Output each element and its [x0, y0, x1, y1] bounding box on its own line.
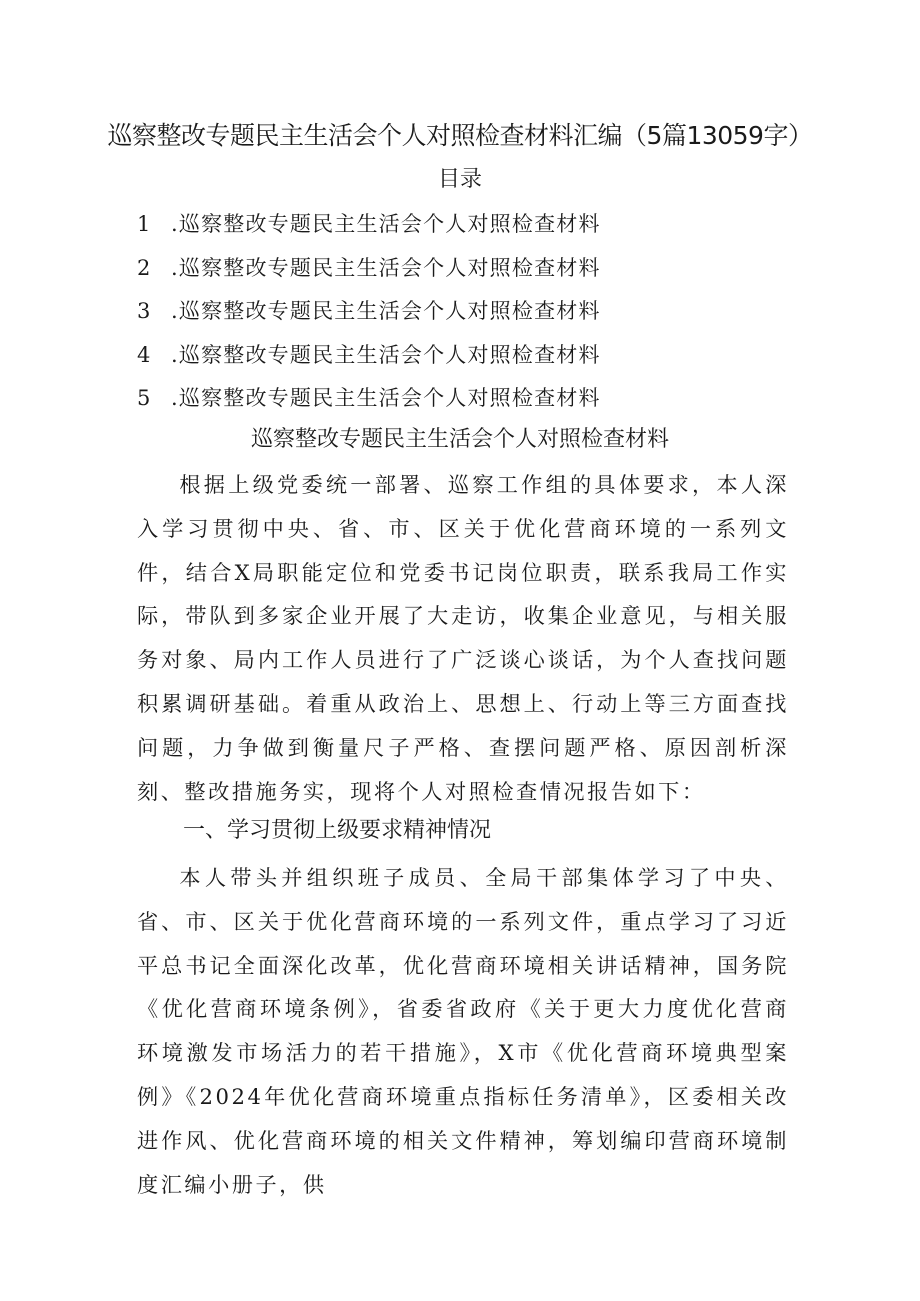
intro-paragraph: 根据上级党委统一部署、巡察工作组的具体要求，本人深入学习贯彻中央、省、市、区关于优化营商环境的一系列文件，结合X局职能定位和党委书记岗位职责，联系我局工作实际，带队到多家企业开展了大走访，收集企业意见，与相关服务对象、局内工作人员进行了广泛谈心谈话，为个人查找问题积累调研基础。着重从政治上、思想上、行动上等三方面查找问题，力争做到衡量尺子严格、查摆问题严格、原因剖析深刻、整改措施务实，现将个人对照检查情况报告如下： [137, 472, 789, 804]
toc-item-label: .巡察整改专题民主生活会个人对照检查材料 [171, 386, 601, 410]
toc-item[interactable] [137, 293, 837, 337]
toc-item[interactable] [137, 250, 837, 294]
toc-item-label: .巡察整改专题民主生活会个人对照检查材料 [171, 255, 601, 280]
heading-1: 一、学习贯彻上级要求精神情况 [183, 818, 492, 843]
toc-item-number: 5 [137, 386, 152, 410]
toc-item[interactable] [137, 380, 837, 424]
section-title: 巡察整改专题民主生活会个人对照检查材料 [250, 427, 669, 452]
toc-item[interactable] [137, 337, 837, 381]
table-of-contents [137, 206, 837, 424]
toc-item-number: 3 [137, 299, 152, 323]
toc-item-number: 1 [137, 212, 152, 236]
body-paragraph: 本人带头并组织班子成员、全局干部集体学习了中央、省、市、区关于优化营商环境的一系列文件，重点学习了习近平总书记全面深化改革，优化营商环境相关讲话精神，国务院《优化营商环境条例》，省委省政府《关于更大力度优化营商环境激发市场活力的若干措施》，X市《优化营商环境典型案例》《2024年优化营商环境重点指标任务清单》，区委相关改进作风、优化营商环境的相关文件精神，筹划编印营商环境制度汇编小册子，供 [137, 865, 789, 1197]
toc-heading: 目录 [437, 167, 482, 192]
toc-item-label: .巡察整改专题民主生活会个人对照检查材料 [171, 299, 601, 323]
toc-item-label: .巡察整改专题民主生活会个人对照检查材料 [171, 342, 601, 367]
toc-item-label: .巡察整改专题民主生活会个人对照检查材料 [171, 212, 601, 236]
document-title: 巡察整改专题民主生活会个人对照检查材料汇编（5篇13059字） [107, 121, 813, 150]
toc-item-number: 4 [137, 342, 152, 367]
toc-item-number: 2 [137, 255, 152, 280]
toc-item[interactable] [137, 206, 837, 250]
